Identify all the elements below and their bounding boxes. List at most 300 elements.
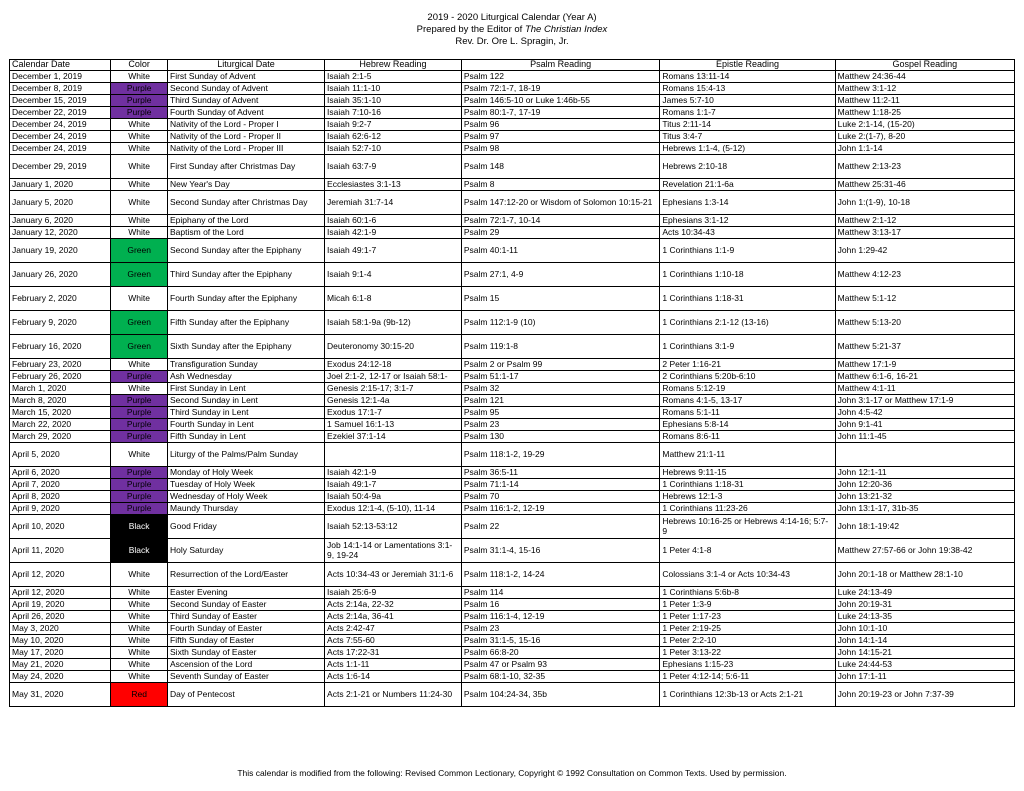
table-row — [10, 311, 1015, 335]
hebrew-reading-cell: Ecclesiastes 3:1-13 — [325, 179, 462, 191]
liturgical-date-cell: Nativity of the Lord - Proper I — [168, 119, 325, 131]
table-row — [10, 191, 1015, 215]
hebrew-reading-cell: Isaiah 42:1-9 — [325, 227, 462, 239]
calendar-date-cell: December 15, 2019 — [10, 95, 111, 107]
table-row — [10, 71, 1015, 83]
gospel-reading-cell: Luke 2:1-14, (15-20) — [835, 119, 1014, 131]
hebrew-reading-cell: Isaiah 58:1-9a (9b-12) — [325, 311, 462, 335]
epistle-reading-cell: Romans 13:11-14 — [660, 71, 835, 83]
column-header-calendar-date: Calendar Date — [10, 60, 111, 71]
calendar-date-cell: March 29, 2020 — [10, 431, 111, 443]
liturgical-date-cell: Fourth Sunday in Lent — [168, 419, 325, 431]
color-cell: White — [111, 611, 168, 623]
calendar-date-cell: December 8, 2019 — [10, 83, 111, 95]
hebrew-reading-cell: Acts 2:14a, 22-32 — [325, 599, 462, 611]
gospel-reading-cell: Matthew 25:31-46 — [835, 179, 1014, 191]
table-row — [10, 371, 1015, 383]
table-row — [10, 407, 1015, 419]
hebrew-reading-cell: Isaiah 62:6-12 — [325, 131, 462, 143]
hebrew-reading-cell: Exodus 12:1-4, (5-10), 11-14 — [325, 503, 462, 515]
liturgical-date-cell: Third Sunday of Easter — [168, 611, 325, 623]
gospel-reading-cell: John 17:1-11 — [835, 671, 1014, 683]
liturgical-date-cell: Nativity of the Lord - Proper II — [168, 131, 325, 143]
gospel-reading-cell — [835, 443, 1014, 467]
psalm-reading-cell: Psalm 114 — [461, 587, 660, 599]
hebrew-reading-cell: Acts 10:34-43 or Jeremiah 31:1-6 — [325, 563, 462, 587]
color-cell: Purple — [111, 491, 168, 503]
calendar-date-cell: December 24, 2019 — [10, 131, 111, 143]
gospel-reading-cell: John 13:1-17, 31b-35 — [835, 503, 1014, 515]
calendar-date-cell: April 6, 2020 — [10, 467, 111, 479]
gospel-reading-cell: John 12:1-11 — [835, 467, 1014, 479]
color-cell: White — [111, 227, 168, 239]
epistle-reading-cell: Titus 3:4-7 — [660, 131, 835, 143]
psalm-reading-cell: Psalm 130 — [461, 431, 660, 443]
epistle-reading-cell: 1 Corinthians 1:10-18 — [660, 263, 835, 287]
color-cell: White — [111, 287, 168, 311]
color-cell: White — [111, 191, 168, 215]
column-header-liturgical-date: Liturgical Date — [168, 60, 325, 71]
hebrew-reading-cell: Isaiah 49:1-7 — [325, 479, 462, 491]
epistle-reading-cell: Romans 8:6-11 — [660, 431, 835, 443]
gospel-reading-cell: Matthew 4:1-11 — [835, 383, 1014, 395]
calendar-date-cell: December 29, 2019 — [10, 155, 111, 179]
liturgical-date-cell: Easter Evening — [168, 587, 325, 599]
epistle-reading-cell: 1 Corinthians 5:6b-8 — [660, 587, 835, 599]
calendar-date-cell: May 31, 2020 — [10, 683, 111, 707]
column-header-gospel-reading: Gospel Reading — [835, 60, 1014, 71]
hebrew-reading-cell: Isaiah 9:1-4 — [325, 263, 462, 287]
psalm-reading-cell: Psalm 72:1-7, 18-19 — [461, 83, 660, 95]
psalm-reading-cell: Psalm 40:1-11 — [461, 239, 660, 263]
epistle-reading-cell: 1 Peter 2:19-25 — [660, 623, 835, 635]
table-row — [10, 635, 1015, 647]
gospel-reading-cell: Matthew 6:1-6, 16-21 — [835, 371, 1014, 383]
calendar-date-cell: February 16, 2020 — [10, 335, 111, 359]
table-row — [10, 83, 1015, 95]
psalm-reading-cell: Psalm 97 — [461, 131, 660, 143]
table-row — [10, 227, 1015, 239]
epistle-reading-cell: Romans 4:1-5, 13-17 — [660, 395, 835, 407]
psalm-reading-cell: Psalm 32 — [461, 383, 660, 395]
color-cell: Purple — [111, 431, 168, 443]
color-cell: White — [111, 131, 168, 143]
table-row — [10, 287, 1015, 311]
epistle-reading-cell: 1 Peter 4:12-14; 5:6-11 — [660, 671, 835, 683]
calendar-date-cell: December 24, 2019 — [10, 119, 111, 131]
hebrew-reading-cell — [325, 443, 462, 467]
liturgical-date-cell: Second Sunday after the Epiphany — [168, 239, 325, 263]
color-cell: Purple — [111, 371, 168, 383]
gospel-reading-cell: Matthew 4:12-23 — [835, 263, 1014, 287]
gospel-reading-cell: John 11:1-45 — [835, 431, 1014, 443]
psalm-reading-cell: Psalm 122 — [461, 71, 660, 83]
epistle-reading-cell: 1 Peter 1:17-23 — [660, 611, 835, 623]
gospel-reading-cell: Matthew 2:13-23 — [835, 155, 1014, 179]
table-row — [10, 671, 1015, 683]
hebrew-reading-cell: Joel 2:1-2, 12-17 or Isaiah 58:1- — [325, 371, 462, 383]
psalm-reading-cell: Psalm 71:1-14 — [461, 479, 660, 491]
calendar-date-cell: April 7, 2020 — [10, 479, 111, 491]
liturgical-date-cell: Transfiguration Sunday — [168, 359, 325, 371]
psalm-reading-cell: Psalm 104:24-34, 35b — [461, 683, 660, 707]
hebrew-reading-cell: Ezekiel 37:1-14 — [325, 431, 462, 443]
epistle-reading-cell: Hebrews 1:1-4, (5-12) — [660, 143, 835, 155]
gospel-reading-cell: Matthew 5:1-12 — [835, 287, 1014, 311]
color-cell: White — [111, 119, 168, 131]
psalm-reading-cell: Psalm 72:1-7, 10-14 — [461, 215, 660, 227]
table-row — [10, 467, 1015, 479]
liturgical-date-cell: Liturgy of the Palms/Palm Sunday — [168, 443, 325, 467]
color-cell: White — [111, 623, 168, 635]
liturgical-date-cell: Nativity of the Lord - Proper III — [168, 143, 325, 155]
color-cell: Purple — [111, 107, 168, 119]
psalm-reading-cell: Psalm 8 — [461, 179, 660, 191]
copyright-footer: This calendar is modified from the following: Revised Common Lectionary, Copyright © 1992 Consultation on Common Texts. Used by permission. — [237, 768, 787, 778]
table-row — [10, 131, 1015, 143]
liturgical-date-cell: Second Sunday of Easter — [168, 599, 325, 611]
calendar-date-cell: December 1, 2019 — [10, 71, 111, 83]
hebrew-reading-cell: Acts 2:42-47 — [325, 623, 462, 635]
gospel-reading-cell: Matthew 11:2-11 — [835, 95, 1014, 107]
liturgical-date-cell: First Sunday after Christmas Day — [168, 155, 325, 179]
epistle-reading-cell: Romans 5:12-19 — [660, 383, 835, 395]
psalm-reading-cell: Psalm 119:1-8 — [461, 335, 660, 359]
liturgical-date-cell: Third Sunday after the Epiphany — [168, 263, 325, 287]
psalm-reading-cell: Psalm 95 — [461, 407, 660, 419]
epistle-reading-cell: Romans 5:1-11 — [660, 407, 835, 419]
color-cell: White — [111, 671, 168, 683]
gospel-reading-cell: Matthew 17:1-9 — [835, 359, 1014, 371]
epistle-reading-cell: Hebrews 10:16-25 or Hebrews 4:14-16; 5:7-9 — [660, 515, 835, 539]
liturgical-date-cell: Fourth Sunday of Advent — [168, 107, 325, 119]
epistle-reading-cell: 1 Peter 4:1-8 — [660, 539, 835, 563]
epistle-reading-cell: 1 Peter 3:13-22 — [660, 647, 835, 659]
psalm-reading-cell: Psalm 51:1-17 — [461, 371, 660, 383]
gospel-reading-cell: Luke 24:13-49 — [835, 587, 1014, 599]
epistle-reading-cell: Hebrews 2:10-18 — [660, 155, 835, 179]
psalm-reading-cell: Psalm 29 — [461, 227, 660, 239]
color-cell: White — [111, 359, 168, 371]
epistle-reading-cell: Romans 15:4-13 — [660, 83, 835, 95]
table-row — [10, 119, 1015, 131]
hebrew-reading-cell: Acts 2:14a, 36-41 — [325, 611, 462, 623]
table-row — [10, 383, 1015, 395]
gospel-reading-cell: John 20:19-23 or John 7:37-39 — [835, 683, 1014, 707]
psalm-reading-cell: Psalm 16 — [461, 599, 660, 611]
liturgical-date-cell: Sixth Sunday after the Epiphany — [168, 335, 325, 359]
calendar-date-cell: May 17, 2020 — [10, 647, 111, 659]
liturgical-date-cell: Fourth Sunday of Easter — [168, 623, 325, 635]
table-row — [10, 683, 1015, 707]
gospel-reading-cell: Matthew 2:1-12 — [835, 215, 1014, 227]
epistle-reading-cell: Revelation 21:1-6a — [660, 179, 835, 191]
table-row — [10, 239, 1015, 263]
color-cell: White — [111, 587, 168, 599]
table-row — [10, 515, 1015, 539]
table-row — [10, 443, 1015, 467]
table-body — [10, 71, 1015, 707]
hebrew-reading-cell: Acts 2:1-21 or Numbers 11:24-30 — [325, 683, 462, 707]
liturgical-date-cell: Fourth Sunday after the Epiphany — [168, 287, 325, 311]
table-row — [10, 263, 1015, 287]
psalm-reading-cell: Psalm 80:1-7, 17-19 — [461, 107, 660, 119]
gospel-reading-cell: Matthew 1:18-25 — [835, 107, 1014, 119]
gospel-reading-cell: John 10:1-10 — [835, 623, 1014, 635]
epistle-reading-cell: James 5:7-10 — [660, 95, 835, 107]
gospel-reading-cell: John 4:5-42 — [835, 407, 1014, 419]
color-cell: Green — [111, 335, 168, 359]
color-cell: Purple — [111, 95, 168, 107]
calendar-date-cell: March 1, 2020 — [10, 383, 111, 395]
gospel-reading-cell: Matthew 24:36-44 — [835, 71, 1014, 83]
hebrew-reading-cell: Genesis 2:15-17; 3:1-7 — [325, 383, 462, 395]
hebrew-reading-cell: Acts 1:6-14 — [325, 671, 462, 683]
gospel-reading-cell: Matthew 3:13-17 — [835, 227, 1014, 239]
calendar-date-cell: April 12, 2020 — [10, 587, 111, 599]
editor-line — [0, 24, 1024, 36]
calendar-date-cell: February 23, 2020 — [10, 359, 111, 371]
liturgical-date-cell: Fifth Sunday in Lent — [168, 431, 325, 443]
calendar-date-cell: January 1, 2020 — [10, 179, 111, 191]
epistle-reading-cell: 1 Corinthians 2:1-12 (13-16) — [660, 311, 835, 335]
table-row — [10, 611, 1015, 623]
liturgical-date-cell: Maundy Thursday — [168, 503, 325, 515]
psalm-reading-cell: Psalm 68:1-10, 32-35 — [461, 671, 660, 683]
color-cell: White — [111, 647, 168, 659]
gospel-reading-cell: John 9:1-41 — [835, 419, 1014, 431]
hebrew-reading-cell: Exodus 24:12-18 — [325, 359, 462, 371]
psalm-reading-cell: Psalm 23 — [461, 623, 660, 635]
gospel-reading-cell: Luke 2:(1-7), 8-20 — [835, 131, 1014, 143]
liturgical-date-cell: Second Sunday after Christmas Day — [168, 191, 325, 215]
epistle-reading-cell: 2 Peter 1:16-21 — [660, 359, 835, 371]
epistle-reading-cell: Hebrews 12:1-3 — [660, 491, 835, 503]
column-header-psalm-reading: Psalm Reading — [461, 60, 660, 71]
liturgical-date-cell: Holy Saturday — [168, 539, 325, 563]
table-row — [10, 395, 1015, 407]
calendar-date-cell: April 11, 2020 — [10, 539, 111, 563]
color-cell: Purple — [111, 503, 168, 515]
psalm-reading-cell: Psalm 22 — [461, 515, 660, 539]
color-cell: White — [111, 635, 168, 647]
liturgical-date-cell: Epiphany of the Lord — [168, 215, 325, 227]
hebrew-reading-cell: Isaiah 11:1-10 — [325, 83, 462, 95]
psalm-reading-cell: Psalm 66:8-20 — [461, 647, 660, 659]
color-cell: White — [111, 599, 168, 611]
color-cell: Black — [111, 515, 168, 539]
publication-name: The Christian Index — [524, 24, 608, 35]
document-title: 2019 - 2020 Liturgical Calendar (Year A) — [427, 12, 597, 23]
epistle-reading-cell: Matthew 21:1-11 — [660, 443, 835, 467]
liturgical-date-cell: Resurrection of the Lord/Easter — [168, 563, 325, 587]
psalm-reading-cell: Psalm 27:1, 4-9 — [461, 263, 660, 287]
gospel-reading-cell: John 3:1-17 or Matthew 17:1-9 — [835, 395, 1014, 407]
epistle-reading-cell: 1 Corinthians 11:23-26 — [660, 503, 835, 515]
epistle-reading-cell: Titus 2:11-14 — [660, 119, 835, 131]
calendar-date-cell: April 5, 2020 — [10, 443, 111, 467]
gospel-reading-cell: Matthew 5:21-37 — [835, 335, 1014, 359]
editor-name: Rev. Dr. Ore L. Spragin, Jr. — [455, 36, 569, 47]
calendar-date-cell: May 24, 2020 — [10, 671, 111, 683]
hebrew-reading-cell: Job 14:1-14 or Lamentations 3:1-9, 19-24 — [325, 539, 462, 563]
calendar-date-cell: April 19, 2020 — [10, 599, 111, 611]
hebrew-reading-cell: Isaiah 63:7-9 — [325, 155, 462, 179]
psalm-reading-cell: Psalm 146:5-10 or Luke 1:46b-55 — [461, 95, 660, 107]
hebrew-reading-cell: Isaiah 52:7-10 — [325, 143, 462, 155]
gospel-reading-cell: Matthew 5:13-20 — [835, 311, 1014, 335]
psalm-reading-cell: Psalm 118:1-2, 19-29 — [461, 443, 660, 467]
liturgical-date-cell: Second Sunday of Advent — [168, 83, 325, 95]
psalm-reading-cell: Psalm 112:1-9 (10) — [461, 311, 660, 335]
liturgical-date-cell: Wednesday of Holy Week — [168, 491, 325, 503]
color-cell: White — [111, 179, 168, 191]
calendar-date-cell: May 3, 2020 — [10, 623, 111, 635]
hebrew-reading-cell: Isaiah 7:10-16 — [325, 107, 462, 119]
gospel-reading-cell: John 14:1-14 — [835, 635, 1014, 647]
psalm-reading-cell: Psalm 2 or Psalm 99 — [461, 359, 660, 371]
table-row — [10, 563, 1015, 587]
color-cell: Purple — [111, 479, 168, 491]
psalm-reading-cell: Psalm 98 — [461, 143, 660, 155]
hebrew-reading-cell: Isaiah 60:1-6 — [325, 215, 462, 227]
liturgical-date-cell: Good Friday — [168, 515, 325, 539]
calendar-date-cell: March 22, 2020 — [10, 419, 111, 431]
hebrew-reading-cell: Acts 17:22-31 — [325, 647, 462, 659]
epistle-reading-cell: 1 Corinthians 1:1-9 — [660, 239, 835, 263]
gospel-reading-cell: John 18:1-19:42 — [835, 515, 1014, 539]
color-cell: Purple — [111, 407, 168, 419]
psalm-reading-cell: Psalm 147:12-20 or Wisdom of Solomon 10:15-21 — [461, 191, 660, 215]
calendar-date-cell: January 26, 2020 — [10, 263, 111, 287]
table-row — [10, 599, 1015, 611]
table-row — [10, 503, 1015, 515]
psalm-reading-cell: Psalm 31:1-4, 15-16 — [461, 539, 660, 563]
gospel-reading-cell: John 20:19-31 — [835, 599, 1014, 611]
liturgical-calendar-table — [9, 59, 1015, 707]
psalm-reading-cell: Psalm 121 — [461, 395, 660, 407]
psalm-reading-cell: Psalm 31:1-5, 15-16 — [461, 635, 660, 647]
color-cell: White — [111, 155, 168, 179]
epistle-reading-cell: 1 Peter 1:3-9 — [660, 599, 835, 611]
color-cell: White — [111, 659, 168, 671]
gospel-reading-cell: Luke 24:44-53 — [835, 659, 1014, 671]
color-cell: White — [111, 563, 168, 587]
calendar-date-cell: January 5, 2020 — [10, 191, 111, 215]
liturgical-date-cell: Baptism of the Lord — [168, 227, 325, 239]
color-cell: Black — [111, 539, 168, 563]
liturgical-date-cell: Ascension of the Lord — [168, 659, 325, 671]
liturgical-date-cell: Third Sunday in Lent — [168, 407, 325, 419]
calendar-date-cell: April 10, 2020 — [10, 515, 111, 539]
psalm-reading-cell: Psalm 148 — [461, 155, 660, 179]
liturgical-date-cell: Monday of Holy Week — [168, 467, 325, 479]
calendar-date-cell: December 22, 2019 — [10, 107, 111, 119]
gospel-reading-cell: John 1:(1-9), 10-18 — [835, 191, 1014, 215]
calendar-date-cell: March 15, 2020 — [10, 407, 111, 419]
table-row — [10, 659, 1015, 671]
epistle-reading-cell: Ephesians 1:3-14 — [660, 191, 835, 215]
color-cell: Purple — [111, 419, 168, 431]
calendar-date-cell: December 24, 2019 — [10, 143, 111, 155]
table-row — [10, 179, 1015, 191]
gospel-reading-cell: John 1:29-42 — [835, 239, 1014, 263]
calendar-date-cell: February 2, 2020 — [10, 287, 111, 311]
calendar-date-cell: March 8, 2020 — [10, 395, 111, 407]
liturgical-date-cell: Sixth Sunday of Easter — [168, 647, 325, 659]
epistle-reading-cell: Hebrews 9:11-15 — [660, 467, 835, 479]
epistle-reading-cell: Ephesians 5:8-14 — [660, 419, 835, 431]
table-row — [10, 359, 1015, 371]
epistle-reading-cell: 1 Peter 2:2-10 — [660, 635, 835, 647]
table-row — [10, 587, 1015, 599]
hebrew-reading-cell: Isaiah 9:2-7 — [325, 119, 462, 131]
hebrew-reading-cell: Isaiah 52:13-53:12 — [325, 515, 462, 539]
epistle-reading-cell: Ephesians 3:1-12 — [660, 215, 835, 227]
liturgical-date-cell: Second Sunday in Lent — [168, 395, 325, 407]
color-cell: White — [111, 71, 168, 83]
gospel-reading-cell: John 12:20-36 — [835, 479, 1014, 491]
calendar-date-cell: April 8, 2020 — [10, 491, 111, 503]
hebrew-reading-cell: Micah 6:1-8 — [325, 287, 462, 311]
calendar-date-cell: February 26, 2020 — [10, 371, 111, 383]
color-cell: Purple — [111, 395, 168, 407]
calendar-date-cell: April 12, 2020 — [10, 563, 111, 587]
hebrew-reading-cell: Isaiah 50:4-9a — [325, 491, 462, 503]
table-row — [10, 539, 1015, 563]
epistle-reading-cell: 1 Corinthians 1:18-31 — [660, 479, 835, 491]
gospel-reading-cell: John 14:15-21 — [835, 647, 1014, 659]
hebrew-reading-cell: Exodus 17:1-7 — [325, 407, 462, 419]
column-header-color: Color — [111, 60, 168, 71]
calendar-date-cell: February 9, 2020 — [10, 311, 111, 335]
epistle-reading-cell: 1 Corinthians 3:1-9 — [660, 335, 835, 359]
psalm-reading-cell: Psalm 47 or Psalm 93 — [461, 659, 660, 671]
color-cell: Green — [111, 263, 168, 287]
gospel-reading-cell: John 13:21-32 — [835, 491, 1014, 503]
psalm-reading-cell: Psalm 70 — [461, 491, 660, 503]
psalm-reading-cell: Psalm 23 — [461, 419, 660, 431]
gospel-reading-cell: John 1:1-14 — [835, 143, 1014, 155]
hebrew-reading-cell: Deuteronomy 30:15-20 — [325, 335, 462, 359]
table-row — [10, 107, 1015, 119]
table-row — [10, 155, 1015, 179]
table-row — [10, 143, 1015, 155]
color-cell: White — [111, 443, 168, 467]
hebrew-reading-cell: Genesis 12:1-4a — [325, 395, 462, 407]
liturgical-date-cell: New Year's Day — [168, 179, 325, 191]
document-header — [0, 12, 1024, 48]
calendar-date-cell: January 6, 2020 — [10, 215, 111, 227]
liturgical-date-cell: Third Sunday of Advent — [168, 95, 325, 107]
gospel-reading-cell: Matthew 3:1-12 — [835, 83, 1014, 95]
table-row — [10, 479, 1015, 491]
color-cell: Green — [111, 311, 168, 335]
color-cell: Purple — [111, 467, 168, 479]
color-cell: White — [111, 383, 168, 395]
color-cell: White — [111, 143, 168, 155]
psalm-reading-cell: Psalm 15 — [461, 287, 660, 311]
epistle-reading-cell: Colossians 3:1-4 or Acts 10:34-43 — [660, 563, 835, 587]
table-header-row — [10, 60, 1015, 71]
liturgical-date-cell: Fifth Sunday of Easter — [168, 635, 325, 647]
hebrew-reading-cell: Isaiah 2:1-5 — [325, 71, 462, 83]
calendar-date-cell: April 26, 2020 — [10, 611, 111, 623]
table-row — [10, 431, 1015, 443]
column-header-hebrew-reading: Hebrew Reading — [325, 60, 462, 71]
column-header-epistle-reading: Epistle Reading — [660, 60, 835, 71]
hebrew-reading-cell: Isaiah 35:1-10 — [325, 95, 462, 107]
